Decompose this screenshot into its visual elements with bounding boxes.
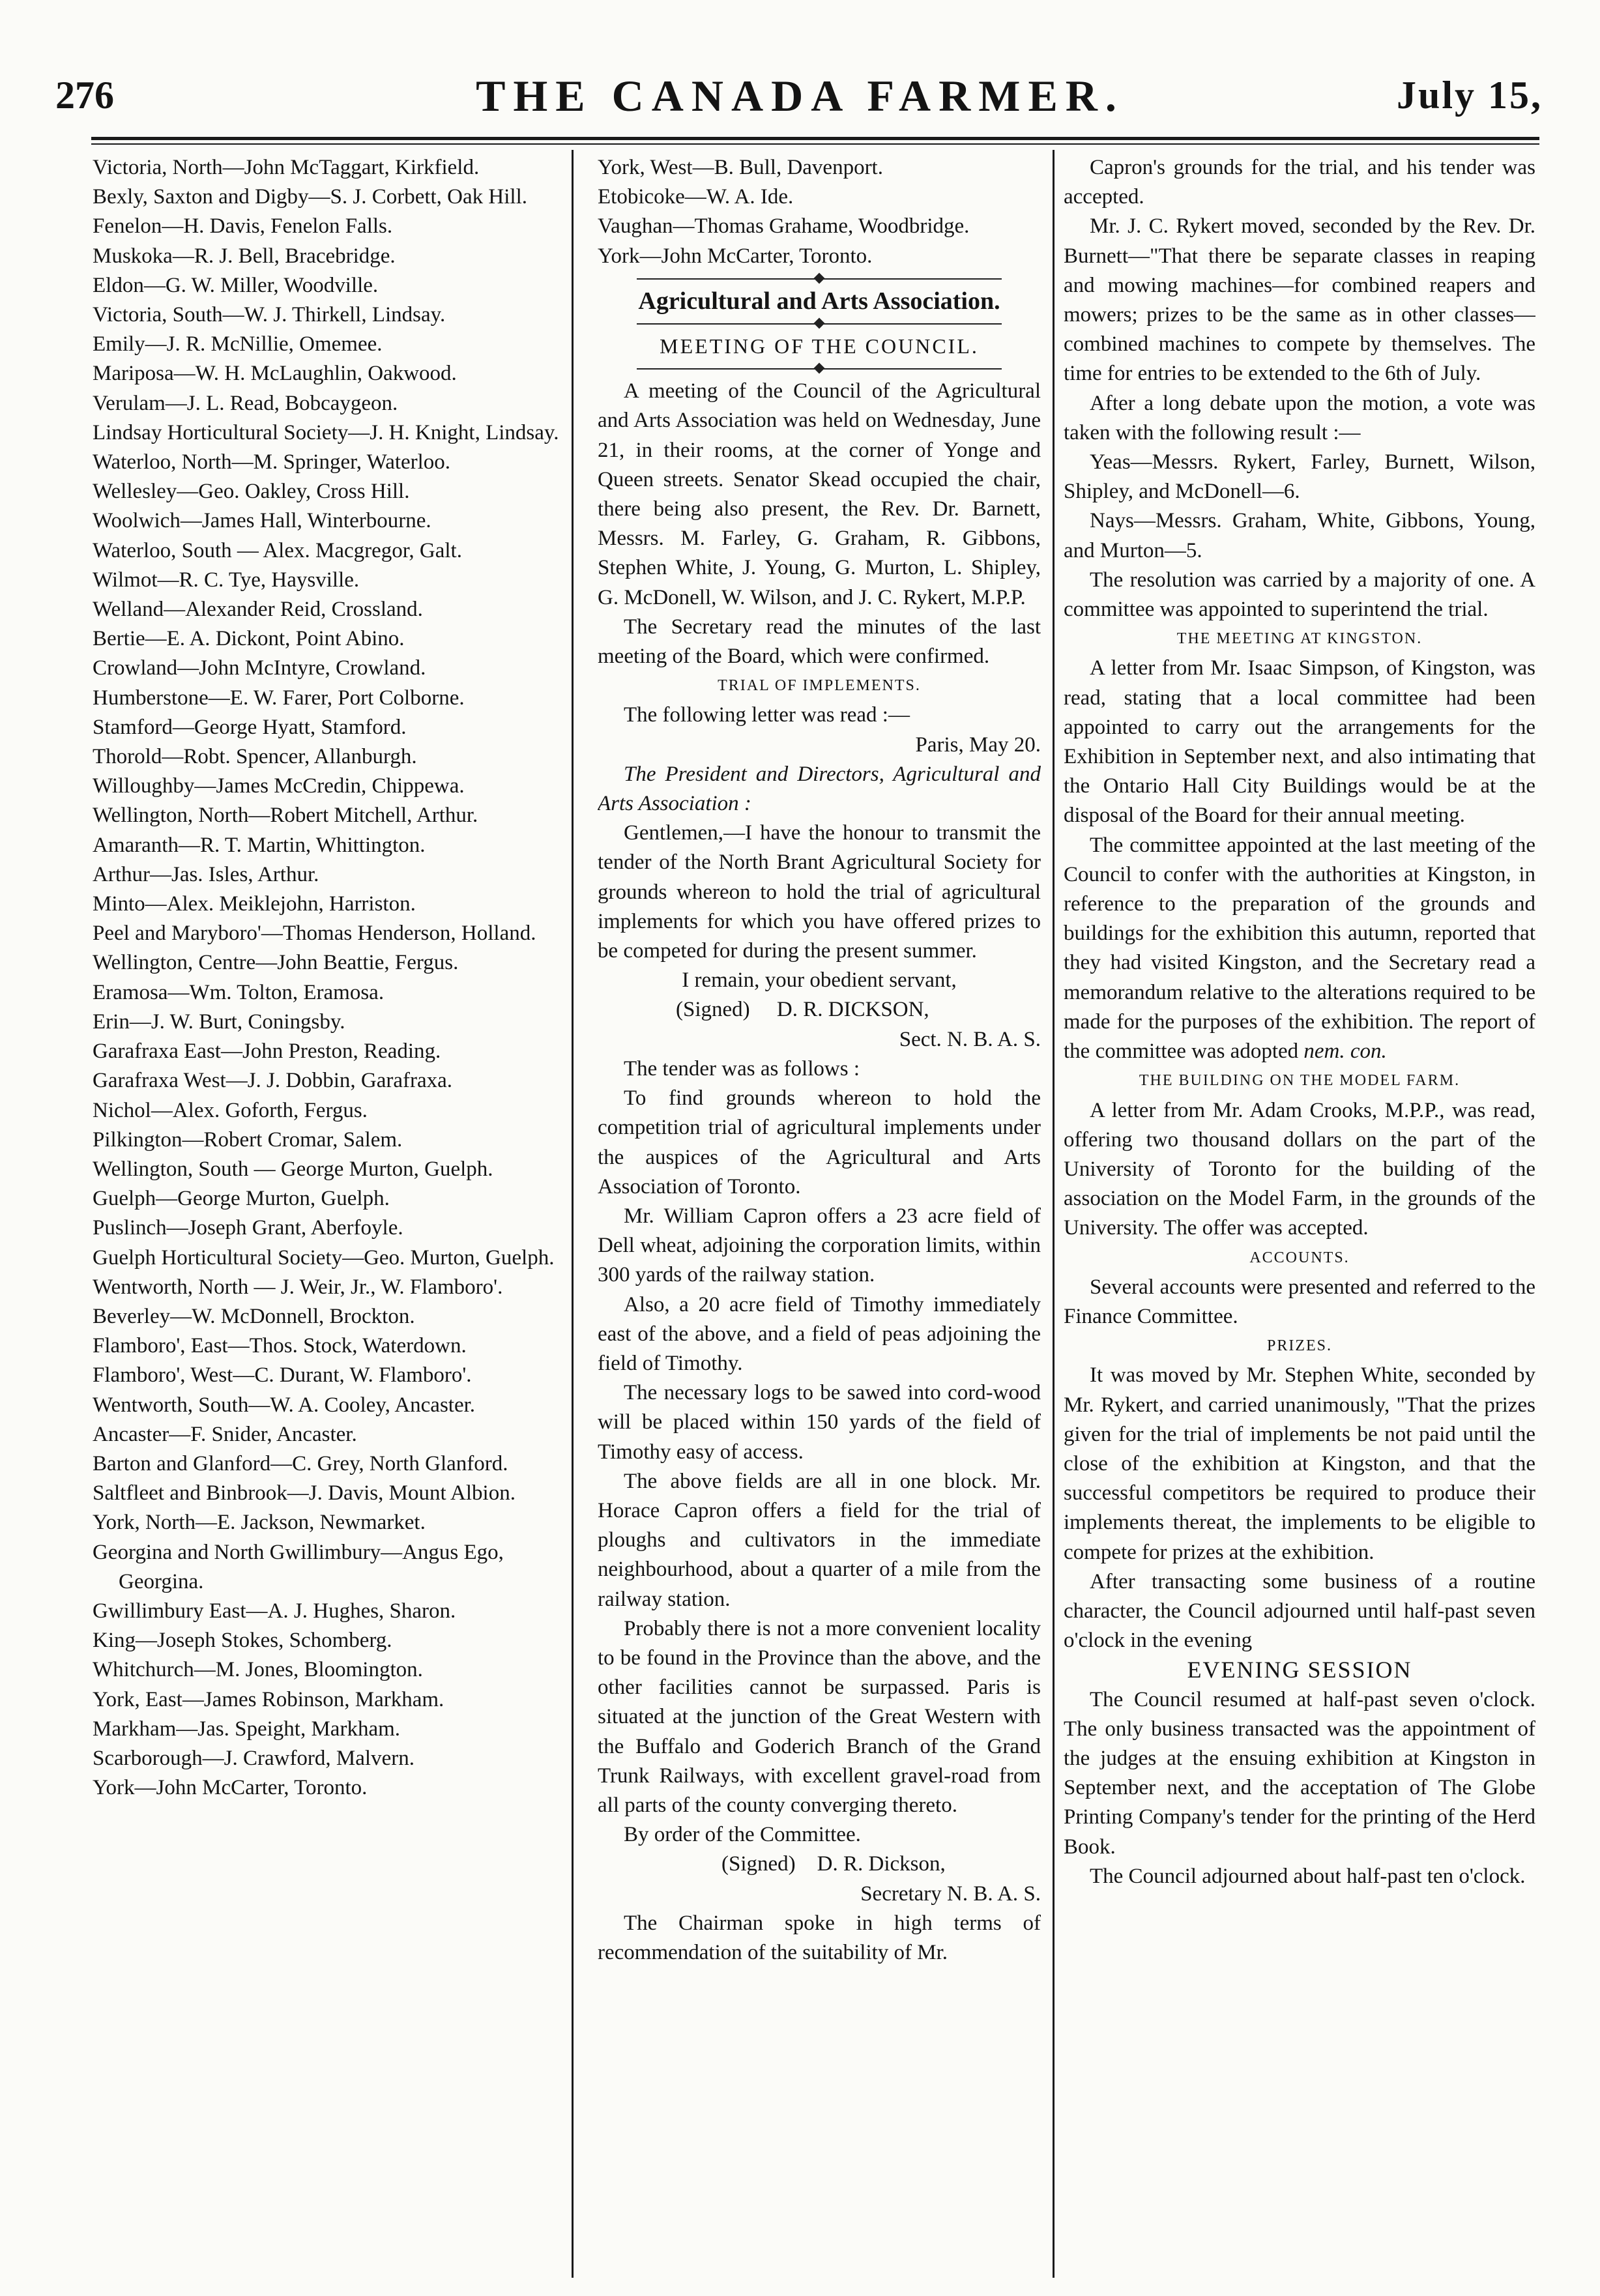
society-entry: Arthur—Jas. Isles, Arthur. [93, 862, 319, 886]
society-entry: Whitchurch—M. Jones, Bloomington. [93, 1658, 423, 1682]
paragraph: Mr. J. C. Rykert moved, seconded by the Rev. Dr. Burnett—"That there be separate classes in reaping and mowing machines—for combined reapers and mowers; prizes to be the same as in other classes—combined machines to compete by themselves. The time for entries to be extended to the 6th of July. [1064, 214, 1535, 386]
society-entry: Humberstone—E. W. Farer, Port Colborne. [93, 686, 465, 710]
paragraph: The necessary logs to be sawed into cord-wood will be placed within 150 yards of the field of Timothy easy of access. [598, 1381, 1041, 1464]
society-entry: Gwillimbury East—A. J. Hughes, Sharon. [93, 1599, 456, 1623]
society-entry: Willoughby—James McCredin, Chippewa. [93, 774, 465, 798]
society-entry: Minto—Alex. Meiklejohn, Harriston. [93, 892, 416, 916]
society-entry: York, East—James Robinson, Markham. [93, 1687, 444, 1711]
society-entry: Beverley—W. McDonnell, Brockton. [93, 1304, 415, 1328]
society-entry: Barton and Glanford—C. Grey, North Glanford. [93, 1451, 508, 1475]
list-line: York—John McCarter, Toronto. [598, 244, 873, 268]
society-entry: Woolwich—James Hall, Winterbourne. [93, 509, 431, 533]
society-entry: Wentworth, North — J. Weir, Jr., W. Flamboro'. [93, 1275, 503, 1299]
page-number: 276 [55, 74, 114, 117]
society-entry: Puslinch—Joseph Grant, Aberfoyle. [93, 1216, 403, 1240]
page-header [0, 0, 1600, 137]
society-entry: Guelph Horticultural Society—Geo. Murton, Guelph. [93, 1245, 555, 1270]
society-entry: Flamboro', West—C. Durant, W. Flamboro'. [93, 1363, 472, 1388]
society-entry: Wilmot—R. C. Tye, Haysville. [93, 568, 360, 592]
society-entry: Lindsay Horticultural Society—J. H. Knight, Lindsay. [93, 420, 559, 444]
article-subheading: MEETING OF THE COUNCIL. [660, 334, 979, 358]
society-entry: Ancaster—F. Snider, Ancaster. [93, 1422, 357, 1446]
paragraph: After a long debate upon the motion, a vote was taken with the following result :— [1064, 391, 1535, 444]
paragraph: The tender was as follows : [624, 1056, 860, 1081]
paragraph: It was moved by Mr. Stephen White, seconded by Mr. Rykert, and carried unanimously, "That the prizes given for the trial of implements be not paid until the close of the exhibition at Kingston, and that the successful competitors be required to produce their implements thereat, the implements to be eligible to compete for prizes at the exhibition. [1064, 1363, 1535, 1564]
society-entry: Eramosa—Wm. Tolton, Eramosa. [93, 980, 385, 1004]
society-entry: Wellington, Centre—John Beattie, Fergus. [93, 951, 459, 975]
committee-signature: (Signed) D. R. Dickson, [721, 1852, 946, 1876]
society-entry: Saltfleet and Binbrook—J. Davis, Mount Albion. [93, 1481, 516, 1505]
column-3 [1064, 153, 1535, 2284]
letter-signature: (Signed) D. R. DICKSON, [676, 998, 929, 1022]
paragraph: Also, a 20 acre field of Timothy immediately east of the above, and a field of peas adjoining the field of Timothy. [598, 1292, 1041, 1375]
section-heading: THE BUILDING ON THE MODEL FARM. [1139, 1072, 1461, 1090]
society-entry: Wellington, North—Robert Mitchell, Arthur. [93, 804, 478, 828]
society-entry: York, North—E. Jackson, Newmarket. [93, 1511, 426, 1535]
society-entry: Pilkington—Robert Cromar, Salem. [93, 1127, 403, 1152]
letter-place-date: Paris, May 20. [915, 733, 1041, 757]
ornament-rule [598, 316, 1041, 332]
paragraph: To find grounds whereon to hold the competition trial of agricultural implements under the auspices of the Agricultural and Arts Association of Toronto. [598, 1086, 1041, 1199]
ornament-rule [598, 271, 1041, 287]
column-1 [93, 153, 559, 2284]
society-entry: Waterloo, North—M. Springer, Waterloo. [93, 450, 451, 474]
society-entry: Mariposa—W. H. McLaughlin, Oakwood. [93, 362, 457, 386]
society-entry: Erin—J. W. Burt, Coningsby. [93, 1010, 345, 1034]
society-entry: Muskoka—R. J. Bell, Bracebridge. [93, 244, 396, 268]
society-entry: King—Joseph Stokes, Schomberg. [93, 1629, 392, 1653]
list-line: Vaughan—Thomas Grahame, Woodbridge. [598, 214, 970, 239]
society-entry: Peel and Maryboro'—Thomas Henderson, Holland. [93, 922, 536, 946]
society-entry: Welland—Alexander Reid, Crossland. [93, 598, 423, 622]
paragraph: The Secretary read the minutes of the last meeting of the Board, which were confirmed. [598, 615, 1041, 669]
header-rule-thick [91, 137, 1539, 140]
paragraph: The above fields are all in one block. Mr. Horace Capron offers a field for the trial of ploughs and cultivators in the immediate neighbourhood, about a quarter of a mile from the railway station. [598, 1469, 1041, 1611]
society-entry: Victoria, North—John McTaggart, Kirkfield. [93, 156, 480, 179]
paragraph: A letter from Mr. Isaac Simpson, of Kingston, was read, stating that a local committee had been appointed to carry out the arrangements for the Exhibition in September next, and also intimating that the Ontario Hall City Buildings would be at the disposal of the Board for their annual meeting. [1064, 656, 1535, 828]
society-entry: Scarborough—J. Crawford, Malvern. [93, 1746, 415, 1770]
paragraph: The Chairman spoke in high terms of recommendation of the suitability of Mr. [598, 1911, 1041, 1964]
paragraph: Mr. William Capron offers a 23 acre field of Dell wheat, adjoining the corporation limits, within 300 yards of the railway station. [598, 1204, 1041, 1287]
section-heading: THE MEETING AT KINGSTON. [1176, 630, 1423, 648]
paragraph: The Council adjourned about half-past ten o'clock. [1090, 1864, 1526, 1888]
society-entry: Markham—Jas. Speight, Markham. [93, 1717, 401, 1741]
letter-body: Gentlemen,—I have the honour to transmit the tender of the North Brant Agricultural Society for grounds whereon to hold the trial of agricultural implements for which you have offered prizes to be competed for during the present summer. [598, 821, 1041, 963]
paragraph: Yeas—Messrs. Rykert, Farley, Burnett, Wilson, Shipley, and McDonell—6. [1064, 450, 1535, 504]
society-entry: Waterloo, South — Alex. Macgregor, Galt. [93, 538, 462, 562]
society-entry: Thorold—Robt. Spencer, Allanburgh. [93, 745, 417, 769]
paragraph: Probably there is not a more convenient locality to be found in the Province than the above, and the other facilities cannot be surpassed. Paris is situated at the junction of the Great Western with the Buffalo and Goderich Branch of the Grand Trunk Railways, with excellent gravel-road from all parts of the county converging thereto. [598, 1616, 1041, 1817]
section-heading: EVENING SESSION [1187, 1657, 1412, 1683]
society-entry: Emily—J. R. McNillie, Omemee. [93, 332, 383, 356]
ornament-rule [598, 361, 1041, 377]
paragraph: The Council resumed at half-past seven o'clock. The only business transacted was the appointment of the judges at the ensuing exhibition at Kingston in September next, and the acceptation of The Globe Printing Company's tender for the printing of the Herd Book. [1064, 1687, 1535, 1859]
section-heading: TRIAL OF IMPLEMENTS. [718, 677, 921, 695]
paragraph: After transacting some business of a routine character, the Council adjourned until half-past seven o'clock in the evening [1064, 1569, 1535, 1653]
society-entry: Wellington, South — George Murton, Guelph. [93, 1157, 493, 1181]
column-divider-2 [1053, 150, 1055, 2278]
paragraph: A meeting of the Council of the Agricultural and Arts Association was held on Wednesday, June 21, in their rooms, at the corner of Yonge and Queen streets. Senator Skead occupied the chair, there being also present, the Rev. Dr. Barnett, Messrs. M. Farley, G. Graham, R. Gibbons, Stephen White, J. Young, G. Murton, L. Shipley, G. McDonell, W. Wilson, and J. C. Rykert, M.P.P. [598, 379, 1041, 609]
section-heading: PRIZES. [1266, 1337, 1332, 1355]
society-entry: Nichol—Alex. Goforth, Fergus. [93, 1098, 368, 1122]
society-entry: Wellesley—Geo. Oakley, Cross Hill. [93, 480, 410, 504]
paragraph: Several accounts were presented and referred to the Finance Committee. [1064, 1275, 1535, 1328]
article-heading: Agricultural and Arts Association. [638, 287, 1000, 315]
society-entry: Fenelon—H. Davis, Fenelon Falls. [93, 214, 393, 239]
society-entry: Amaranth—R. T. Martin, Whittington. [93, 833, 426, 857]
society-entry: Bertie—E. A. Dickont, Point Abino. [93, 627, 405, 651]
paragraph: The committee appointed at the last meeting of the Council to confer with the authorities at Kingston, in reference to the preparation of the grounds and buildings for the exhibition this autumn, reported that they had visited Kingston, and the Secretary read a memorandum relative to the alterations required to be made for the purposes of the exhibition. The report of the committee was adopted nem. con. [1064, 833, 1535, 1064]
paragraph: Nays—Messrs. Graham, White, Gibbons, Young, and Murton—5. [1064, 509, 1535, 562]
issue-date: July 15, [1396, 74, 1543, 117]
paragraph: The following letter was read :— [624, 703, 910, 727]
newspaper-title: THE CANADA FARMER. [476, 71, 1124, 121]
paragraph: Capron's grounds for the trial, and his tender was accepted. [1064, 156, 1535, 209]
society-entry: Victoria, South—W. J. Thirkell, Lindsay. [93, 303, 446, 327]
society-entry: Verulam—J. L. Read, Bobcaygeon. [93, 391, 398, 415]
society-entry: Garafraxa West—J. J. Dobbin, Garafraxa. [93, 1069, 453, 1093]
signer-title: Secretary N. B. A. S. [860, 1882, 1041, 1906]
paragraph: By order of the Committee. [624, 1823, 861, 1847]
column-2 [598, 153, 1041, 2284]
letter-address: The President and Directors, Agricultural and Arts Association : [598, 762, 1041, 816]
society-entry: Guelph—George Murton, Guelph. [93, 1187, 390, 1211]
column-divider-1 [572, 150, 574, 2278]
society-entry: Crowland—John McIntyre, Crowland. [93, 656, 426, 680]
section-heading: ACCOUNTS. [1249, 1249, 1350, 1266]
society-entry: Stamford—George Hyatt, Stamford. [93, 715, 407, 739]
header-rule-thin [91, 143, 1539, 145]
society-entry: York—John McCarter, Toronto. [93, 1776, 368, 1800]
society-entry: Bexly, Saxton and Digby—S. J. Corbett, Oak Hill. [93, 185, 527, 209]
paragraph: The resolution was carried by a majority of one. A committee was appointed to superintend the trial. [1064, 568, 1535, 622]
letter-closing: I remain, your obedient servant, [682, 968, 957, 993]
society-entry: Eldon—G. W. Miller, Woodville. [93, 273, 379, 297]
signer-title: Sect. N. B. A. S. [899, 1027, 1041, 1051]
society-entry: Flamboro', East—Thos. Stock, Waterdown. [93, 1334, 467, 1358]
paragraph: A letter from Mr. Adam Crooks, M.P.P., was read, offering two thousand dollars on the part of the University of Toronto for the building of the association on the Model Farm, in the grounds of the University. The offer was accepted. [1064, 1098, 1535, 1240]
society-entry: Wentworth, South—W. A. Cooley, Ancaster. [93, 1393, 476, 1417]
list-line: Etobicoke—W. A. Ide. [598, 185, 794, 209]
society-entry: Georgina and North Gwillimbury—Angus Ego, Georgina. [93, 1540, 504, 1593]
list-line: York, West—B. Bull, Davenport. [598, 156, 883, 179]
society-entry: Garafraxa East—John Preston, Reading. [93, 1039, 441, 1064]
